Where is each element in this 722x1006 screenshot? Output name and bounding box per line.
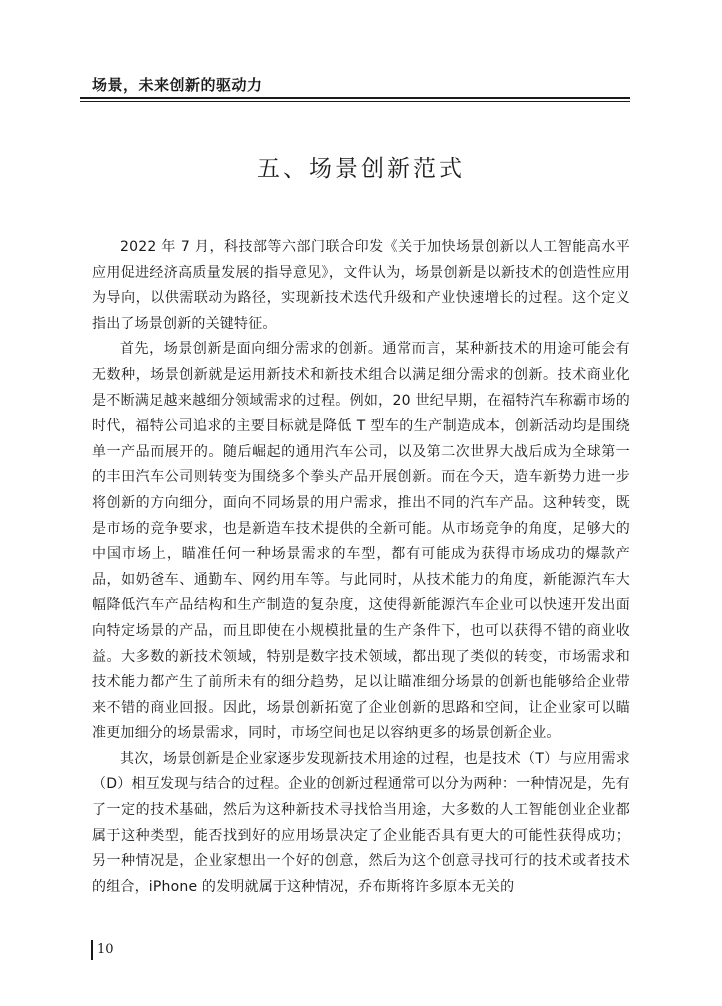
header-rule-thick: [80, 97, 630, 99]
paragraph-2: 首先，场景创新是面向细分需求的创新。通常而言，某种新技术的用途可能会有无数种，场景创新就是运用新技术和新技术组合以满足细分需求的创新。技术商业化是不断满足越来越细分领域需求的过程。例如，20 世纪早期，在福特汽车称霸市场的时代，福特公司追求的主要目标就是降低 T 型车的生产制造成本，创新活动均是围绕单一产品而展开的。随后崛起的通用汽车公司，以及第二次世界大战后成为全球第一的丰田汽车公司则转变为围绕多个拳头产品开展创新。而在今天，造车新势力进一步将创新的方向细分，面向不同场景的用户需求，推出不同的汽车产品。这种转变，既是市场的竞争要求，也是新造车技术提供的全新可能。从市场竞争的角度，足够大的中国市场上，瞄准任何一种场景需求的车型，都有可能成为获得市场成功的爆款产品，如奶爸车、通勤车、网约用车等。与此同时，从技术能力的角度，新能源汽车大幅降低汽车产品结构和生产制造的复杂度，这使得新能源汽车企业可以快速开发出面向特定场景的产品，而且即使在小规模批量的生产条件下，也可以获得不错的商业收益。大多数的新技术领域，特别是数字技术领域，都出现了类似的转变，市场需求和技术能力都产生了前所未有的细分趋势，足以让瞄准细分场景的创新也能够给企业带来不错的商业回报。因此，场景创新拓宽了企业创新的思路和空间，让企业家可以瞄准更加细分的场景需求，同时，市场空间也足以容纳更多的场景创新企业。: [92, 341, 630, 742]
running-header-title: 场景，未来创新的驱动力: [92, 76, 263, 94]
body-text: [92, 235, 630, 900]
paragraph-1: 2022 年 7 月，科技部等六部门联合印发《关于加快场景创新以人工智能高水平应用促进经济高质量发展的指导意见》，文件认为，场景创新是以新技术的创造性应用为导向，以供需联动为路径，实现新技术迭代升级和产业快速增长的过程。这个定义指出了场景创新的关键特征。: [92, 239, 630, 332]
chapter-title: 五、场景创新范式: [257, 156, 465, 182]
paragraph-3: 其次，场景创新是企业家逐步发现新技术用途的过程，也是技术（T）与应用需求（D）相互发现与结合的过程。企业的创新过程通常可以分为两种：一种情况是，先有了一定的技术基础，然后为这种新技术寻找恰当用途，大多数的人工智能创业企业都属于这种类型，能否找到好的应用场景决定了企业能否具有更大的可能性获得成功；另一种情况是，企业家想出一个好的创意，然后为这个创意寻找可行的技术或者技术的组合，iPhone 的发明就属于这种情况，乔布斯将许多原本无关的: [92, 750, 630, 895]
header-rule-thin: [80, 101, 630, 102]
footer-bar: [91, 940, 93, 960]
page-number: 10: [97, 942, 114, 957]
